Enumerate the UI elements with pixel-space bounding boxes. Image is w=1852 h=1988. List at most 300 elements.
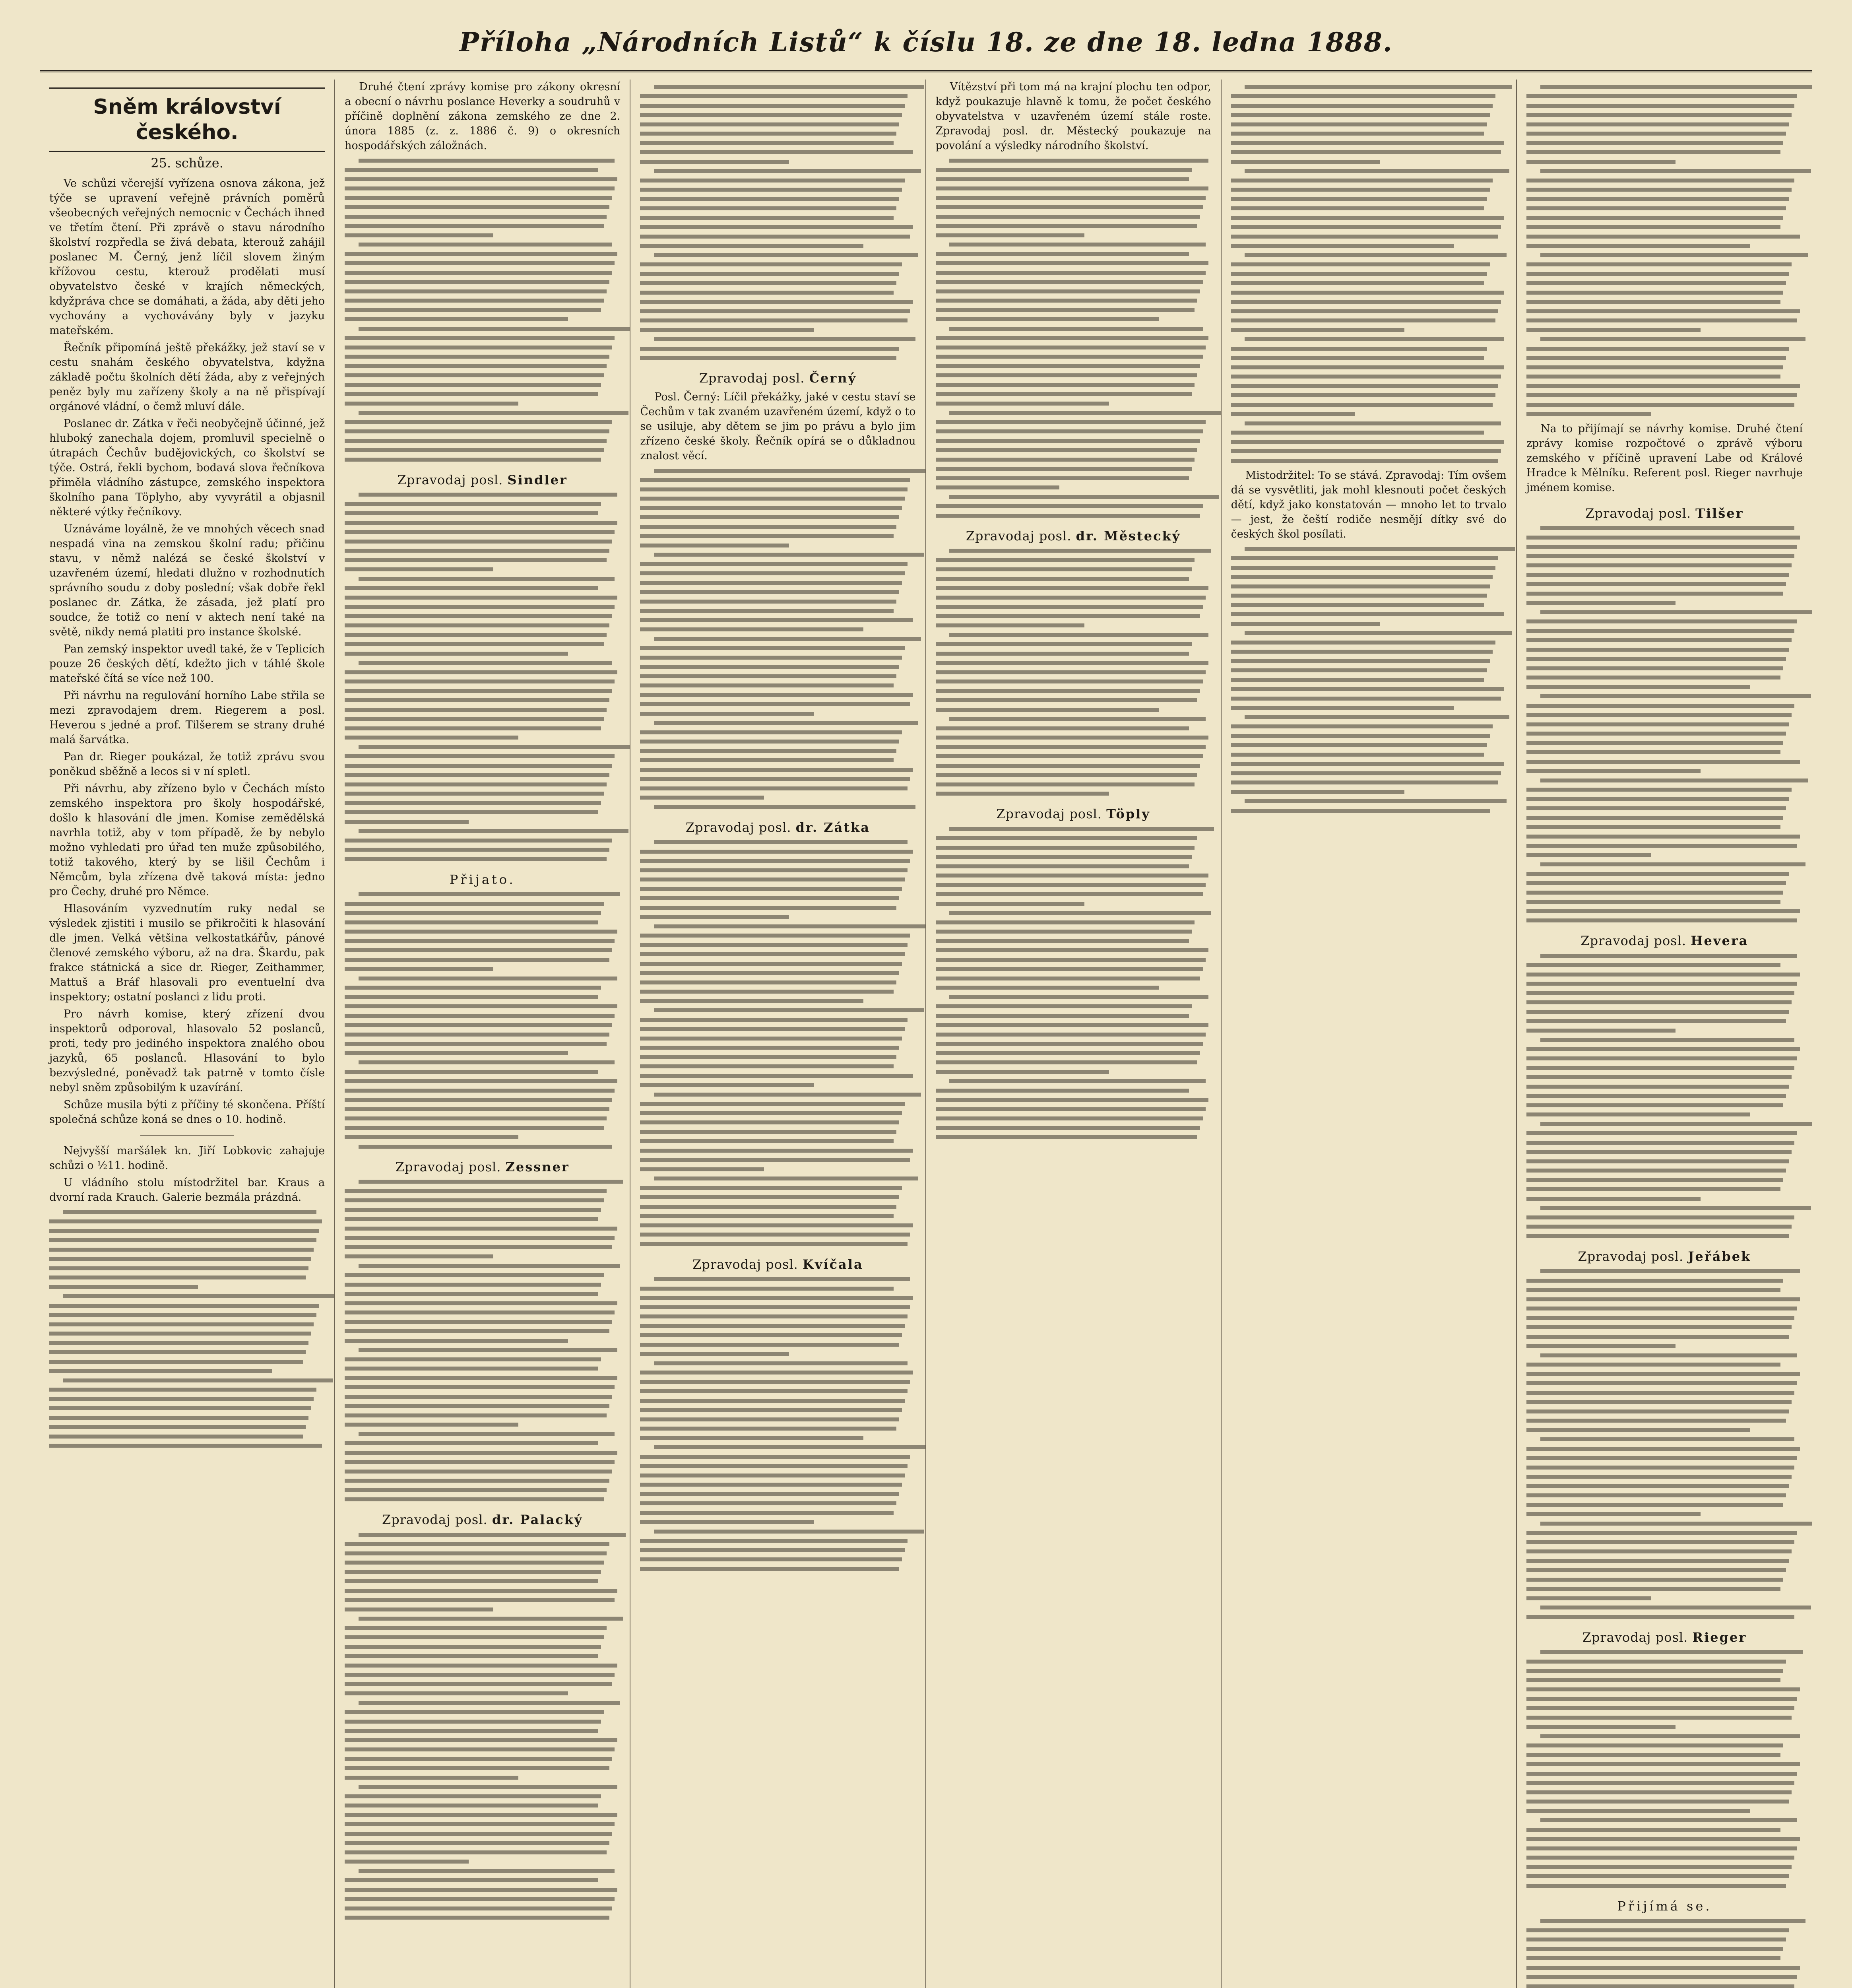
text-line bbox=[345, 299, 604, 303]
text-line bbox=[63, 1378, 333, 1382]
text-line bbox=[640, 581, 902, 585]
text-line bbox=[1526, 1466, 1794, 1470]
text-block bbox=[640, 85, 915, 360]
text-line bbox=[936, 186, 1208, 190]
text-line bbox=[49, 1397, 314, 1401]
text-line bbox=[936, 670, 1206, 674]
text-line bbox=[345, 1107, 609, 1111]
article-heading: Sněm království českého. bbox=[49, 87, 325, 152]
text-line bbox=[345, 1654, 598, 1658]
text-line bbox=[936, 558, 1195, 562]
text-line bbox=[936, 177, 1189, 181]
text-line bbox=[1231, 650, 1493, 654]
text-line bbox=[1245, 337, 1504, 341]
text-line bbox=[1245, 421, 1501, 425]
text-line bbox=[936, 652, 1189, 656]
text-line bbox=[1526, 1531, 1797, 1535]
text-line bbox=[936, 846, 1195, 850]
text-line bbox=[936, 726, 1189, 730]
speaker-name: dr. Městecký bbox=[1076, 528, 1181, 544]
text-line bbox=[345, 754, 615, 758]
text-line bbox=[640, 1287, 894, 1291]
text-line bbox=[1526, 1725, 1676, 1729]
text-line bbox=[1526, 356, 1786, 360]
text-line bbox=[345, 549, 609, 553]
text-line bbox=[640, 188, 902, 192]
text-line bbox=[1526, 872, 1789, 876]
text-line bbox=[1526, 563, 1792, 567]
text-line bbox=[1231, 641, 1495, 645]
text-line bbox=[1245, 85, 1512, 89]
text-line bbox=[345, 1589, 617, 1593]
text-line bbox=[49, 1322, 314, 1326]
text-line bbox=[345, 1413, 607, 1417]
text-line bbox=[654, 169, 921, 173]
text-line bbox=[936, 1098, 1208, 1102]
text-line bbox=[1526, 881, 1786, 885]
text-line bbox=[345, 857, 607, 861]
text-line bbox=[654, 1277, 910, 1281]
text-line bbox=[1526, 1596, 1651, 1600]
text-line bbox=[640, 150, 913, 154]
text-line bbox=[936, 504, 1203, 508]
speaker-name: Sindler bbox=[507, 472, 568, 487]
text-line bbox=[936, 485, 1060, 489]
text-line bbox=[640, 216, 894, 220]
text-line bbox=[1526, 1010, 1789, 1014]
text-line bbox=[949, 243, 1206, 247]
text-line bbox=[359, 1264, 621, 1268]
text-block bbox=[49, 1210, 325, 1448]
text-line bbox=[345, 1367, 598, 1371]
text-line bbox=[359, 829, 628, 833]
text-line bbox=[1526, 844, 1797, 848]
text-line bbox=[1526, 835, 1800, 839]
text-line bbox=[345, 995, 598, 999]
text-line bbox=[640, 300, 913, 304]
text-line bbox=[1540, 337, 1805, 341]
text-line bbox=[654, 805, 916, 809]
text-line bbox=[640, 627, 863, 631]
text-block bbox=[936, 549, 1211, 796]
text-line bbox=[1526, 582, 1786, 586]
text-line bbox=[1540, 779, 1808, 782]
text-line bbox=[936, 261, 1208, 265]
text-line bbox=[640, 868, 907, 872]
speaker-name: Rieger bbox=[1692, 1629, 1747, 1645]
text-line bbox=[359, 1533, 626, 1537]
text-line bbox=[640, 179, 904, 182]
text-line bbox=[1526, 1587, 1781, 1591]
speaker-name: dr. Palacký bbox=[492, 1512, 583, 1527]
text-line bbox=[1540, 85, 1812, 89]
text-line bbox=[949, 327, 1203, 331]
text-line bbox=[49, 1444, 322, 1448]
text-line bbox=[640, 665, 899, 669]
text-line bbox=[345, 623, 609, 627]
text-line bbox=[1526, 638, 1792, 642]
text-line bbox=[640, 934, 910, 938]
text-line bbox=[1231, 687, 1504, 691]
text-line bbox=[1526, 536, 1800, 540]
text-line bbox=[936, 930, 1192, 934]
text-line bbox=[345, 920, 598, 924]
text-line bbox=[1540, 1818, 1798, 1822]
text-line bbox=[1526, 704, 1794, 708]
text-line bbox=[640, 971, 899, 975]
text-line bbox=[640, 1305, 910, 1309]
text-line bbox=[654, 1530, 924, 1534]
text-line bbox=[936, 920, 1195, 924]
text-line bbox=[640, 777, 910, 781]
text-line bbox=[640, 749, 896, 753]
text-line bbox=[1526, 94, 1797, 98]
text-line bbox=[1231, 122, 1487, 126]
session-number: 25. schůze. bbox=[151, 155, 223, 171]
text-line bbox=[1231, 225, 1501, 229]
text-line bbox=[936, 708, 1159, 712]
text-line bbox=[1231, 216, 1504, 220]
text-line bbox=[1526, 1678, 1781, 1682]
text-line bbox=[345, 511, 598, 515]
text-line bbox=[345, 224, 604, 228]
text-line bbox=[936, 439, 1200, 443]
paragraph: Ve schůzi včerejší vyřízena osnova zákona, jež týče se upravení veřejně právních poměrů všeobecných veřejných nemocnic v Čechách ihned ve třetím čtení. Při zprávě o stavu národního školství rozpředla se živá debata, kterouž zahájil poslanec M. Černý, jenž líčil slovem žiným křížovou cestu, kterouž prodělati musí obyvatelstvo české v krajích německých, kdyžpráva chce se domáhati, a žáda, aby děti jeho vychovány a vychovávány byly v jazyku mateřském. bbox=[49, 177, 325, 337]
text-line bbox=[1526, 909, 1800, 913]
text-line bbox=[1540, 526, 1795, 530]
text-line bbox=[640, 197, 899, 201]
paragraph: Hlasováním vyzvednutím ruky nedal se výsledek zjistiti i musilo se přikročiti k hlasování dle jmen. Velká většina velkostatkářův, pánové členové zemského výboru, až na dra. Škardu, pak frakce státnická a sice dr. Rieger, Zeithammer, Mattuš a Bráf hlasovali pro eventuelní dva inspektory; ostatní poslanci z lidu proti. bbox=[49, 903, 325, 1003]
text-line bbox=[345, 1682, 612, 1686]
text-line bbox=[345, 1292, 598, 1296]
text-line bbox=[640, 487, 907, 491]
text-line bbox=[1526, 150, 1781, 154]
text-line bbox=[936, 215, 1200, 219]
text-line bbox=[1526, 685, 1750, 689]
text-line bbox=[1231, 300, 1501, 304]
text-line bbox=[345, 1116, 607, 1120]
text-line bbox=[654, 553, 924, 557]
text-line bbox=[1231, 356, 1485, 360]
text-line bbox=[1526, 272, 1789, 276]
text-line bbox=[359, 1617, 623, 1621]
text-line bbox=[640, 1055, 896, 1059]
text-line bbox=[654, 924, 926, 928]
text-line bbox=[49, 1416, 308, 1420]
text-line bbox=[345, 782, 607, 786]
text-line bbox=[640, 515, 899, 519]
text-line bbox=[345, 280, 609, 284]
text-line bbox=[1526, 1828, 1781, 1832]
text-line bbox=[1526, 1029, 1676, 1033]
text-line bbox=[936, 205, 1203, 209]
text-line bbox=[345, 1691, 568, 1695]
text-line bbox=[640, 1027, 904, 1031]
text-line bbox=[640, 525, 896, 529]
text-line bbox=[345, 679, 615, 683]
text-block bbox=[1526, 1269, 1803, 1619]
text-line bbox=[640, 1352, 789, 1356]
text-line bbox=[359, 661, 612, 665]
text-line bbox=[345, 1470, 612, 1474]
text-line bbox=[640, 281, 896, 285]
text-line bbox=[1526, 1447, 1800, 1451]
text-line bbox=[345, 271, 612, 275]
text-line bbox=[936, 679, 1203, 683]
text-line bbox=[345, 1607, 493, 1611]
text-line bbox=[1231, 281, 1485, 285]
text-line bbox=[640, 1139, 894, 1143]
text-line bbox=[345, 1217, 598, 1221]
text-line bbox=[1231, 272, 1487, 276]
text-line bbox=[654, 1093, 921, 1097]
text-line bbox=[345, 1542, 609, 1546]
text-line bbox=[345, 801, 601, 805]
text-line bbox=[345, 1135, 518, 1139]
text-line bbox=[1526, 573, 1789, 577]
text-line bbox=[1526, 291, 1784, 295]
text-line bbox=[345, 614, 612, 618]
text-line bbox=[359, 1701, 621, 1705]
text-line bbox=[1526, 1762, 1800, 1766]
text-line bbox=[1540, 1522, 1812, 1526]
text-line bbox=[1526, 1984, 1794, 1988]
text-block bbox=[1526, 1650, 1803, 1888]
text-line bbox=[1526, 1475, 1792, 1479]
text-line bbox=[1526, 309, 1800, 313]
text-line bbox=[1526, 328, 1701, 332]
text-line bbox=[345, 958, 609, 962]
text-line bbox=[345, 1189, 607, 1193]
text-line bbox=[640, 141, 894, 145]
speaker-heading: Zpravodaj posl. Kvíčala bbox=[692, 1256, 863, 1272]
text-line bbox=[63, 1210, 317, 1214]
text-line bbox=[936, 764, 1200, 768]
text-line bbox=[345, 1404, 609, 1408]
text-line bbox=[345, 911, 601, 915]
text-line bbox=[949, 633, 1208, 637]
text-line bbox=[640, 952, 904, 956]
text-line bbox=[359, 327, 631, 331]
text-line bbox=[640, 1018, 907, 1022]
text-line bbox=[936, 1004, 1192, 1008]
text-line bbox=[936, 1126, 1200, 1130]
text-line bbox=[345, 1794, 601, 1798]
text-line bbox=[345, 839, 612, 843]
text-line bbox=[654, 1361, 908, 1365]
text-line bbox=[1526, 403, 1794, 407]
text-block bbox=[345, 159, 620, 462]
text-line bbox=[49, 1425, 306, 1429]
text-line bbox=[936, 902, 1084, 906]
text-line bbox=[640, 1436, 863, 1440]
text-line bbox=[1526, 760, 1800, 764]
speaker-heading: Zpravodaj posl. Rieger bbox=[1582, 1629, 1747, 1645]
text-block bbox=[1231, 547, 1507, 813]
text-line bbox=[1231, 412, 1355, 416]
text-line bbox=[1245, 169, 1509, 173]
text-line bbox=[1526, 1669, 1784, 1673]
text-line bbox=[345, 820, 469, 824]
text-line bbox=[49, 1406, 311, 1410]
text-line bbox=[1231, 94, 1495, 98]
text-line bbox=[936, 458, 1195, 462]
speaker-heading: Zpravodaj posl. dr. Palacký bbox=[382, 1512, 583, 1527]
text-line bbox=[49, 1266, 308, 1270]
text-line bbox=[1526, 1660, 1786, 1664]
text-line bbox=[640, 646, 904, 650]
text-line bbox=[345, 439, 607, 443]
paragraph: Pan dr. Rieger poukázal, že totiž zprávu svou poněkud sběžně a lecos si v ní spletl. bbox=[49, 751, 325, 778]
text-line bbox=[640, 225, 913, 229]
text-line bbox=[1231, 403, 1493, 407]
text-line bbox=[1526, 1178, 1784, 1182]
text-line bbox=[949, 159, 1208, 163]
text-block bbox=[345, 493, 620, 861]
text-line bbox=[1540, 1606, 1811, 1609]
presiding-note: Nejvyšší maršálek kn. Jiří Lobkovic zahajuje schůzi o ½11. hodině. bbox=[49, 1145, 325, 1172]
text-line bbox=[936, 373, 1197, 377]
text-line bbox=[949, 549, 1211, 553]
text-line bbox=[1526, 132, 1786, 136]
text-line bbox=[640, 206, 896, 210]
text-line bbox=[49, 1276, 306, 1279]
column-4 bbox=[926, 80, 1222, 1988]
text-line bbox=[345, 596, 617, 600]
text-block bbox=[345, 892, 620, 1149]
text-line bbox=[345, 633, 607, 637]
text-line bbox=[345, 670, 617, 674]
text-line bbox=[640, 1492, 899, 1496]
text-line bbox=[1231, 678, 1485, 682]
text-line bbox=[1526, 1456, 1797, 1460]
text-line bbox=[1526, 1409, 1789, 1413]
text-line bbox=[345, 736, 518, 740]
column-5 bbox=[1222, 80, 1517, 1988]
text-line bbox=[345, 810, 598, 814]
text-line bbox=[936, 168, 1192, 172]
text-line bbox=[1231, 141, 1504, 145]
text-block bbox=[345, 1180, 620, 1501]
text-line bbox=[1526, 1837, 1800, 1841]
text-line bbox=[359, 977, 618, 980]
text-block bbox=[1526, 954, 1803, 1238]
text-line bbox=[640, 1539, 907, 1543]
text-line bbox=[640, 262, 902, 266]
text-line bbox=[1526, 982, 1797, 986]
paragraph: Pro návrh komise, který zřízení dvou inspektorů odporoval, hlasovalo 52 poslanců, proti, tedy pro jediného inspektora znalého obou jazyků, 65 poslanců. Hlasování to bylo bezvýsledné, poněvadž tak patrně v tomto čísle nebyl sněm způsobilým k uzavírání. bbox=[49, 1008, 325, 1094]
speaker-heading: Zpravodaj posl. Černý bbox=[699, 371, 857, 386]
text-line bbox=[345, 1479, 609, 1483]
text-line bbox=[936, 289, 1200, 293]
text-block bbox=[345, 1533, 620, 1920]
speaker-name: Zessner bbox=[505, 1159, 570, 1175]
text-line bbox=[640, 1242, 907, 1246]
text-line bbox=[345, 1860, 469, 1864]
text-line bbox=[1526, 713, 1792, 717]
supplement-header bbox=[40, 14, 1812, 72]
text-line bbox=[1526, 1966, 1800, 1970]
text-line bbox=[640, 990, 894, 994]
text-line bbox=[49, 1388, 316, 1392]
paragraph: Při návrhu na regulování horního Labe střila se mezi zpravodajem drem. Riegerem a posl. Heverou s jedné a prof. Tilšerem se strany druhé malá šarvátka. bbox=[49, 689, 325, 746]
text-line bbox=[936, 596, 1206, 600]
text-line bbox=[49, 1248, 314, 1252]
speaker-name: Tilšer bbox=[1695, 505, 1744, 521]
text-line bbox=[1231, 706, 1454, 710]
text-line bbox=[359, 1060, 615, 1064]
text-line bbox=[1526, 1743, 1784, 1747]
text-line bbox=[345, 383, 601, 387]
text-line bbox=[949, 717, 1206, 721]
text-line bbox=[1526, 825, 1781, 829]
text-line bbox=[936, 1070, 1109, 1074]
text-line bbox=[936, 392, 1192, 396]
text-line bbox=[1526, 732, 1786, 736]
text-line bbox=[640, 1474, 904, 1477]
text-line bbox=[1526, 1363, 1781, 1367]
text-line bbox=[640, 712, 814, 716]
paragraph: Řečník připomíná ještě překážky, jež staví se v cestu snahám českého obyvatelstva, kdyžna základě počtu školních dětí žáda, aby z veřejných peněz byly mu zařízeny školy a na ně přispívají orgánové vládní, o čemž mluví dále. bbox=[49, 342, 325, 413]
text-line bbox=[359, 745, 631, 749]
text-line bbox=[1231, 556, 1498, 560]
text-line bbox=[345, 1451, 617, 1455]
text-line bbox=[654, 1008, 924, 1012]
text-line bbox=[1526, 412, 1651, 416]
text-block bbox=[936, 159, 1211, 518]
text-line bbox=[640, 1037, 902, 1041]
speaker-heading: Zpravodaj posl. Tilšer bbox=[1585, 505, 1744, 521]
text-line bbox=[345, 502, 601, 506]
speaker-name: Hevera bbox=[1691, 933, 1749, 948]
text-line bbox=[1540, 1353, 1798, 1357]
text-line bbox=[345, 1888, 617, 1892]
text-line bbox=[1526, 1790, 1792, 1794]
text-line bbox=[936, 1107, 1206, 1111]
text-line bbox=[1231, 179, 1493, 182]
text-line bbox=[640, 160, 789, 164]
text-line bbox=[1245, 715, 1509, 719]
text-line bbox=[345, 792, 604, 796]
text-line bbox=[345, 186, 615, 190]
text-line bbox=[936, 605, 1203, 609]
text-line bbox=[936, 967, 1203, 971]
text-line bbox=[345, 930, 617, 934]
text-line bbox=[936, 1042, 1203, 1046]
text-line bbox=[640, 656, 902, 660]
text-line bbox=[654, 337, 916, 341]
text-line bbox=[345, 1497, 604, 1501]
text-line bbox=[345, 1198, 604, 1202]
text-line bbox=[936, 745, 1206, 749]
text-line bbox=[1540, 1206, 1811, 1210]
text-line bbox=[1231, 318, 1495, 322]
text-line bbox=[345, 1441, 598, 1445]
text-line bbox=[640, 1167, 764, 1171]
text-line bbox=[345, 261, 615, 265]
text-line bbox=[1526, 281, 1786, 285]
text-line bbox=[1540, 694, 1811, 698]
text-line bbox=[1526, 1884, 1786, 1888]
text-line bbox=[1526, 1307, 1797, 1310]
text-line bbox=[640, 915, 789, 919]
text-line bbox=[1245, 547, 1515, 551]
text-line bbox=[1231, 575, 1493, 579]
text-line bbox=[936, 874, 1208, 878]
text-line bbox=[345, 1376, 617, 1380]
text-line bbox=[654, 469, 926, 473]
speaker-name: dr. Zátka bbox=[795, 819, 871, 835]
